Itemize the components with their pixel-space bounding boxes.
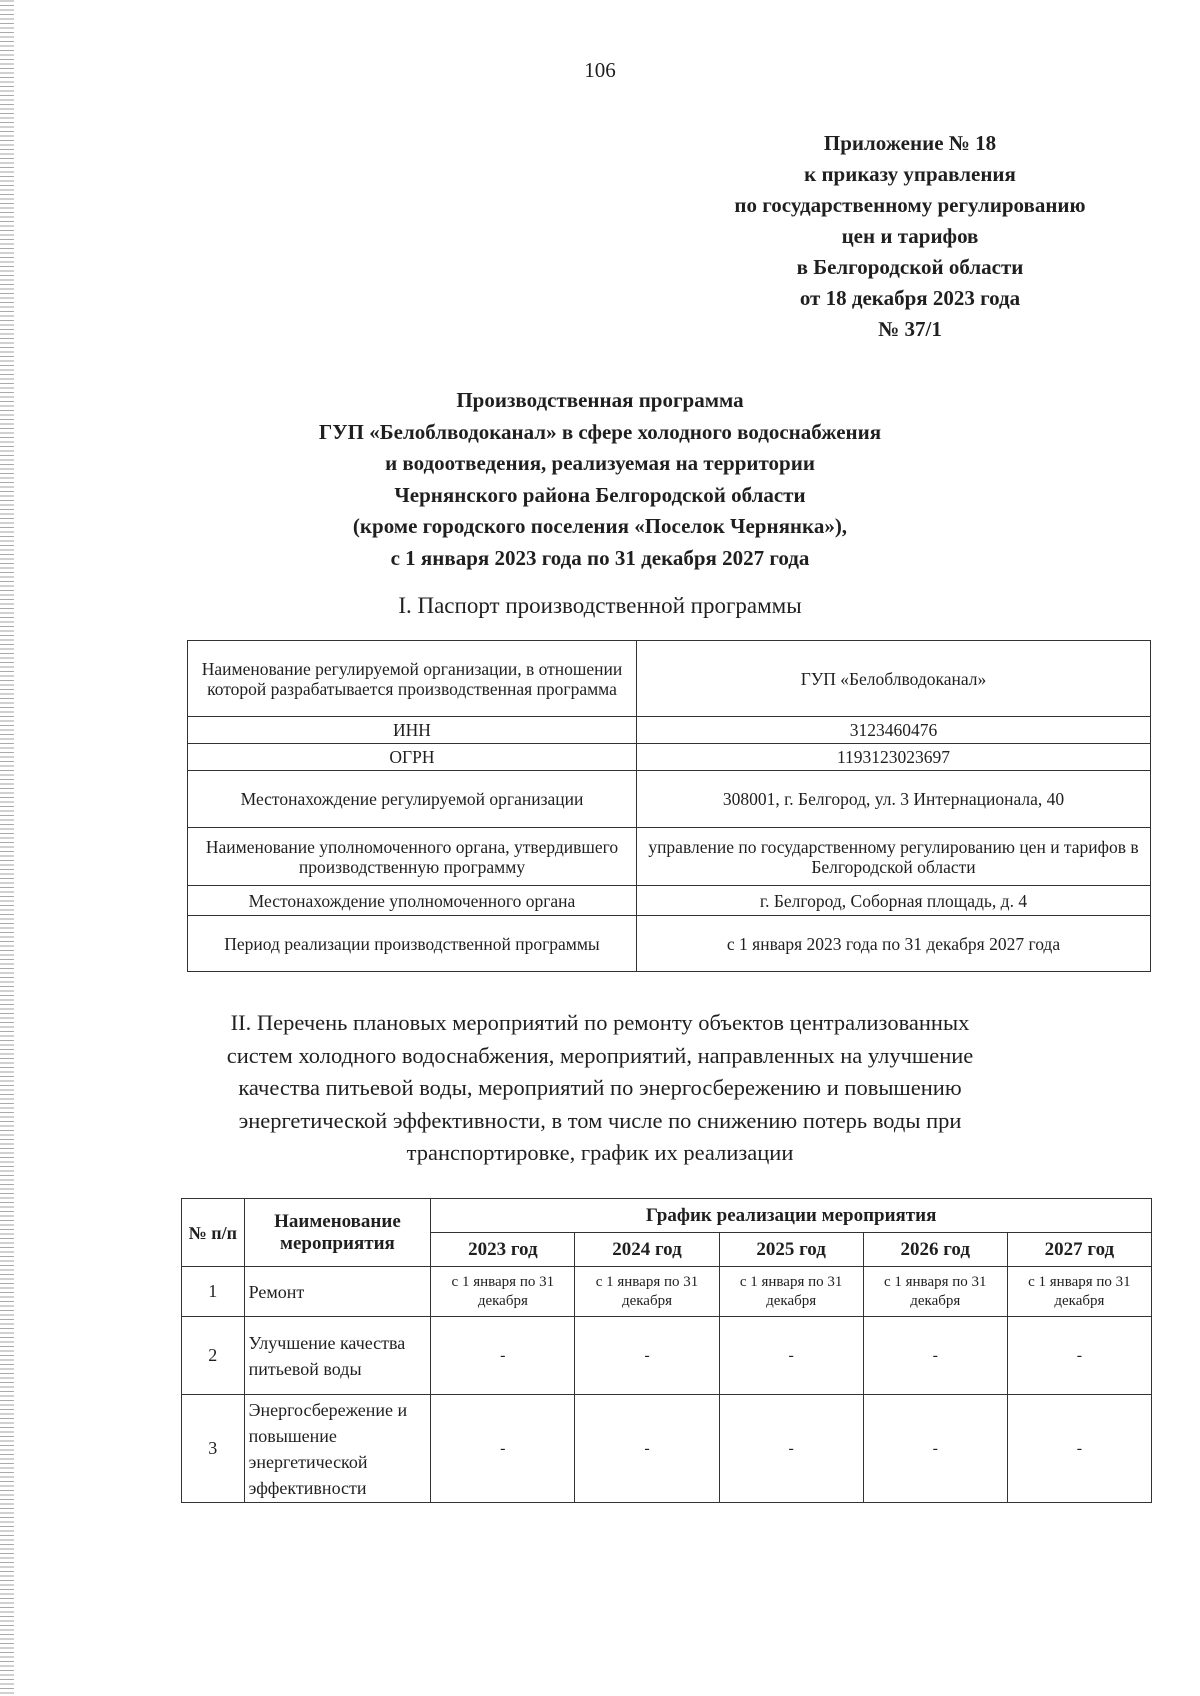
row-num: 3 (182, 1395, 245, 1503)
row-cell: - (575, 1395, 719, 1503)
table-row (188, 828, 1151, 886)
appendix-line: в Белгородской области (796, 255, 1024, 279)
row-name: Улучшение качества питьевой воды (244, 1317, 431, 1395)
section2-title-line: транспортировке, график их реализации (406, 1140, 794, 1165)
passport-label: ОГРН (188, 744, 637, 771)
program-title-line: Производственная программа (456, 388, 744, 412)
section2-title-line: энергетической эффективности, в том числе по снижению потерь воды при (238, 1107, 962, 1133)
row-cell: - (1007, 1395, 1151, 1503)
passport-label: ИНН (188, 717, 637, 744)
row-cell: - (431, 1317, 575, 1395)
row-period: с 1 января по 31 декабря (1007, 1267, 1151, 1317)
row-period: с 1 января по 31 декабря (863, 1267, 1007, 1317)
page-number: 106 (584, 58, 616, 82)
passport-value: 3123460476 (637, 717, 1151, 744)
passport-label: Наименование уполномоченного органа, утвердившего производственную программу (188, 828, 637, 886)
program-title-line: ГУП «Белоблводоканал» в сфере холодного водоснабжения (318, 419, 882, 444)
row-cell: - (863, 1395, 1007, 1503)
table-row (188, 771, 1151, 828)
schedule-table (181, 1198, 1152, 1503)
header-year: 2025 год (719, 1233, 863, 1267)
row-cell: - (863, 1317, 1007, 1395)
passport-table (187, 640, 1151, 972)
passport-label: Местонахождение уполномоченного органа (188, 886, 637, 916)
table-row (182, 1267, 1152, 1317)
table-row (188, 744, 1151, 771)
passport-label: Местонахождение регулируемой организации (188, 771, 637, 828)
table-row (188, 886, 1151, 916)
table-row (188, 641, 1151, 717)
appendix-line: по государственному регулированию (734, 193, 1086, 217)
header-num: № п/п (182, 1199, 245, 1267)
header-year: 2024 год (575, 1233, 719, 1267)
row-period: с 1 января по 31 декабря (431, 1267, 575, 1317)
passport-value: с 1 января 2023 года по 31 декабря 2027 года (637, 916, 1151, 972)
scan-edge-artifact (0, 0, 14, 1696)
section2-title (150, 1007, 1050, 1170)
appendix-line: Приложение № 18 (823, 131, 997, 155)
appendix-line: от 18 декабря 2023 года (799, 286, 1021, 310)
program-title-line: (кроме городского поселения «Поселок Чернянка»), (352, 514, 848, 538)
header-year: 2023 год (431, 1233, 575, 1267)
table-row (182, 1317, 1152, 1395)
section1-title: I. Паспорт производственной программы (398, 593, 802, 618)
passport-value: ГУП «Белоблводоканал» (637, 641, 1151, 717)
program-title-line: и водоотведения, реализуемая на территории (385, 451, 815, 475)
row-period: с 1 января по 31 декабря (575, 1267, 719, 1317)
passport-value: г. Белгород, Соборная площадь, д. 4 (637, 886, 1151, 916)
row-name: Ремонт (244, 1267, 431, 1317)
row-period: с 1 января по 31 декабря (719, 1267, 863, 1317)
header-year: 2027 год (1007, 1233, 1151, 1267)
passport-value: управление по государственному регулированию цен и тарифов в Белгородской области (637, 828, 1151, 886)
table-row (182, 1395, 1152, 1503)
header-name: Наименование мероприятия (244, 1199, 431, 1267)
row-num: 2 (182, 1317, 245, 1395)
row-name: Энергосбережение и повышение энергетической эффективности (244, 1395, 431, 1503)
row-num: 1 (182, 1267, 245, 1317)
passport-value: 308001, г. Белгород, ул. 3 Интернационала, 40 (637, 771, 1151, 828)
appendix-line: к приказу управления (804, 162, 1016, 186)
table-header-row (182, 1199, 1152, 1233)
row-cell: - (719, 1395, 863, 1503)
program-title (240, 385, 960, 574)
program-title-line: с 1 января 2023 года по 31 декабря 2027 года (390, 545, 810, 570)
table-row (188, 916, 1151, 972)
row-cell: - (1007, 1317, 1151, 1395)
passport-label: Наименование регулируемой организации, в отношении которой разрабатывается производственная программа (188, 641, 637, 717)
header-year: 2026 год (863, 1233, 1007, 1267)
section2-title-line: качества питьевой воды, мероприятий по энергосбережению и повышению (238, 1075, 962, 1100)
passport-label: Период реализации производственной программы (188, 916, 637, 972)
header-schedule: График реализации мероприятия (431, 1199, 1152, 1233)
program-title-line: Чернянского района Белгородской области (394, 482, 806, 507)
row-cell: - (431, 1395, 575, 1503)
appendix-header (690, 128, 1130, 345)
row-cell: - (575, 1317, 719, 1395)
section2-title-line: II. Перечень плановых мероприятий по ремонту объектов централизованных (230, 1010, 970, 1035)
row-cell: - (719, 1317, 863, 1395)
appendix-line: № 37/1 (878, 317, 942, 341)
appendix-line: цен и тарифов (841, 224, 979, 248)
table-row (188, 717, 1151, 744)
passport-value: 1193123023697 (637, 744, 1151, 771)
section2-title-line: систем холодного водоснабжения, мероприятий, направленных на улучшение (226, 1042, 974, 1068)
